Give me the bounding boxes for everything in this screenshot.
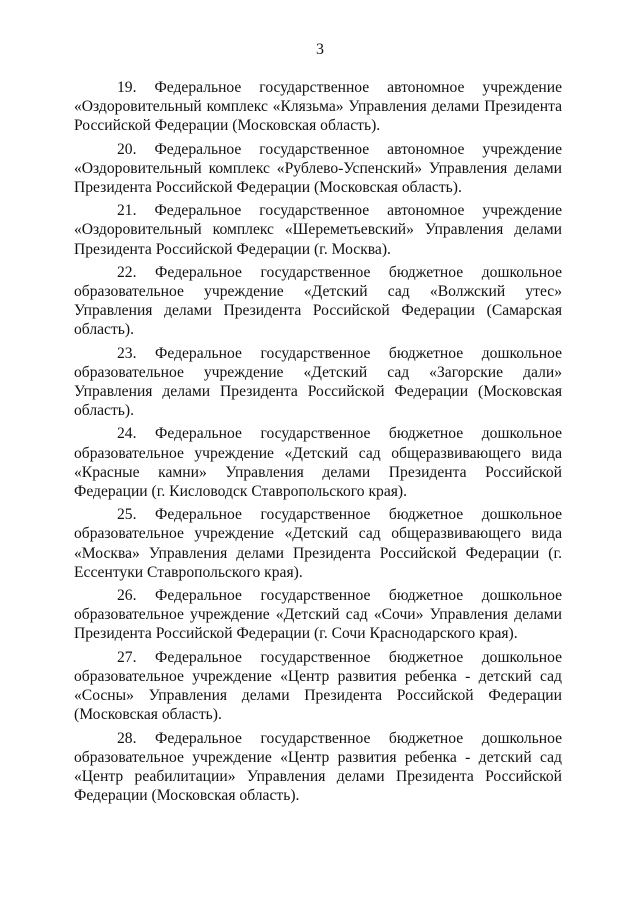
page-number: 3 (316, 41, 324, 58)
list-item: 25. Федеральное государственное бюджетное дошкольное образовательное учреждение «Детский сад общеразвивающего вида «Москва» Управления делами Президента Российской Федерации (г. Ессентуки Ставропольского края). (74, 506, 562, 581)
list-item: 24. Федеральное государственное бюджетное дошкольное образовательное учреждение «Детский сад общеразвивающего вида «Красные камни» Управления делами Президента Российской Федерации (г. Кисловодск Ставропольского края). (74, 425, 562, 501)
list-item: 23. Федеральное государственное бюджетное дошкольное образовательное учреждение «Детский сад «Загорские дали» Управления делами Президента Российской Федерации (Московская область). (74, 344, 562, 420)
list-item: 27. Федеральное государственное бюджетное дошкольное образовательное учреждение «Центр развития ребенка - детский сад «Сосны» Управления делами Президента Российской Федерации (Московская область). (74, 648, 562, 724)
list-item: 22. Федеральное государственное бюджетное дошкольное образовательное учреждение «Детский сад «Волжский утес» Управления делами Президента Российской Федерации (Самарская область). (74, 263, 562, 339)
list-item: 21. Федеральное государственное автономное учреждение «Оздоровительный комплекс «Шереметьевский» Управления делами Президента Российской Федерации (г. Москва). (74, 202, 562, 258)
list-item: 28. Федеральное государственное бюджетное дошкольное образовательное учреждение «Центр развития ребенка - детский сад «Центр реабилитации» Управления делами Президента Российской Федерации (Московская область). (74, 729, 562, 805)
list-item: 20. Федеральное государственное автономное учреждение «Оздоровительный комплекс «Рублево-Успенский» Управления делами Президента Российской Федерации (Московская область). (74, 140, 562, 197)
list-item: 26. Федеральное государственное бюджетное дошкольное образовательное учреждение «Детский сад «Сочи» Управления делами Президента Российской Федерации (г. Сочи Краснодарского края). (74, 587, 562, 643)
list-item: 19. Федеральное государственное автономное учреждение «Оздоровительный комплекс «Клязьма» Управления делами Президента Российской Федерации (Московская область). (74, 79, 562, 135)
institution-list (74, 78, 562, 809)
